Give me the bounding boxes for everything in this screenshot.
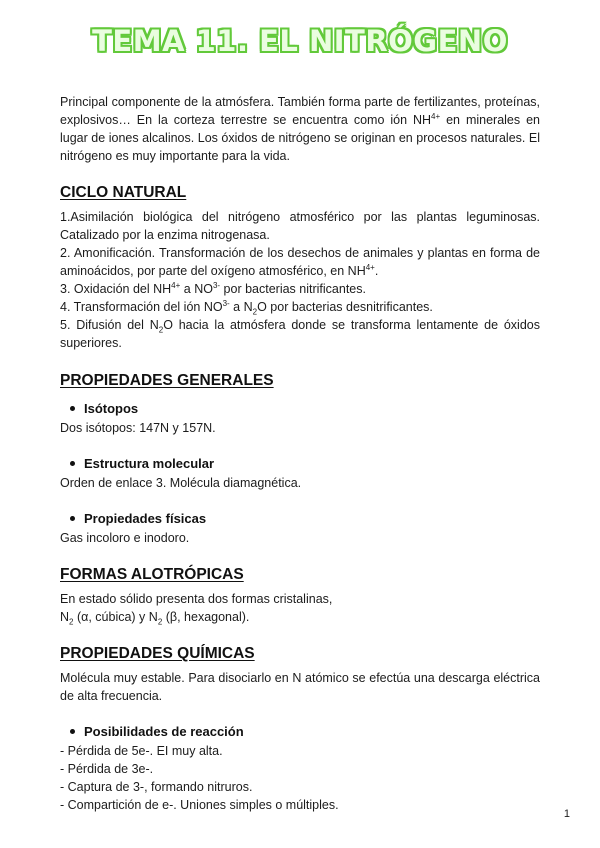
estructura-text: Orden de enlace 3. Molécula diamagnética. xyxy=(60,476,302,490)
formas-line-1: En estado sólido presenta dos formas cristalinas, xyxy=(60,592,333,606)
heading-formas-alotropicas: FORMAS ALOTRÓPICAS xyxy=(60,566,244,583)
ciclo-item-3: 3. Oxidación del $NH^{4+}$ a $NO^{3-}$ por bacterias nitrificantes. xyxy=(60,280,366,296)
formas-line-2: $N_2$ (α, cúbica) y $N_2$ (β, hexagonal). xyxy=(60,610,250,627)
ciclo-list xyxy=(60,208,540,352)
formas-text xyxy=(60,590,540,626)
ciclo-item-5: 5. Difusión del $N_2O$ hacia la atmósfera donde se transforma lentamente de óxidos superiores. xyxy=(60,318,540,350)
bullet-dot-icon xyxy=(70,729,75,734)
bullet-fisicas: Propiedades físicas xyxy=(70,511,206,526)
reaction-item: - Pérdida de 3e-. xyxy=(60,762,154,776)
bullet-dot-icon xyxy=(70,461,75,466)
heading-propiedades-quimicas: PROPIEDADES QUÍMICAS xyxy=(60,645,255,662)
intro-sup: 4+ xyxy=(431,111,441,121)
quimicas-text: Molécula muy estable. Para disociarlo en N atómico se efectúa una descarga eléctrica de alta frecuencia. xyxy=(60,671,540,703)
bullet-posibilidades: Posibilidades de reacción xyxy=(70,724,244,739)
ciclo-item-1: 1.Asimilación biológica del nitrógeno atmosférico por las plantas leguminosas. Catalizado por la enzima nitrogenasa. xyxy=(60,210,540,242)
ciclo-item-2: 2. Amonificación. Transformación de los desechos de animales y plantas en forma de aminoácidos, por parte del oxígeno atmosférico, en $NH^{4+}$. xyxy=(60,246,540,278)
isotopos-text: Dos isótopos: 147N y 157N. xyxy=(60,421,216,435)
fisicas-text: Gas incoloro e inodoro. xyxy=(60,531,190,545)
ciclo-item-4: 4. Transformación del ión $NO^{3-}$ a $N_2O$ por bacterias desnitrificantes. xyxy=(60,298,433,317)
intro-text-1: Principal componente de la atmósfera. También forma parte de fertilizantes, proteínas, explosivos… En la corteza terrestre se encuentra como ión NH xyxy=(60,95,540,127)
page-number: 1 xyxy=(563,808,570,820)
bullet-dot-icon xyxy=(70,406,75,411)
reaction-item: - Captura de 3-, formando nitruros. xyxy=(60,780,253,794)
reaction-item: - Pérdida de 5e-. EI muy alta. xyxy=(60,744,223,758)
bullet-isotopos: Isótopos xyxy=(70,401,138,416)
page-title: TEMA 11. EL NITRÓGENO xyxy=(92,24,508,58)
bullet-estructura: Estructura molecular xyxy=(70,456,214,471)
reaction-item: - Compartición de e-. Uniones simples o múltiples. xyxy=(60,798,339,812)
heading-ciclo-natural: CICLO NATURAL xyxy=(60,184,187,201)
intro-paragraph xyxy=(60,93,540,165)
heading-propiedades-generales: PROPIEDADES GENERALES xyxy=(60,372,274,389)
intro-text-2: en minerales en lugar de iones alcalinos. Los óxidos de nitrógeno se originan en procesos naturales. El nitrógeno es muy importante para la vida. xyxy=(60,113,540,163)
reaction-list xyxy=(60,742,540,814)
bullet-dot-icon xyxy=(70,516,75,521)
